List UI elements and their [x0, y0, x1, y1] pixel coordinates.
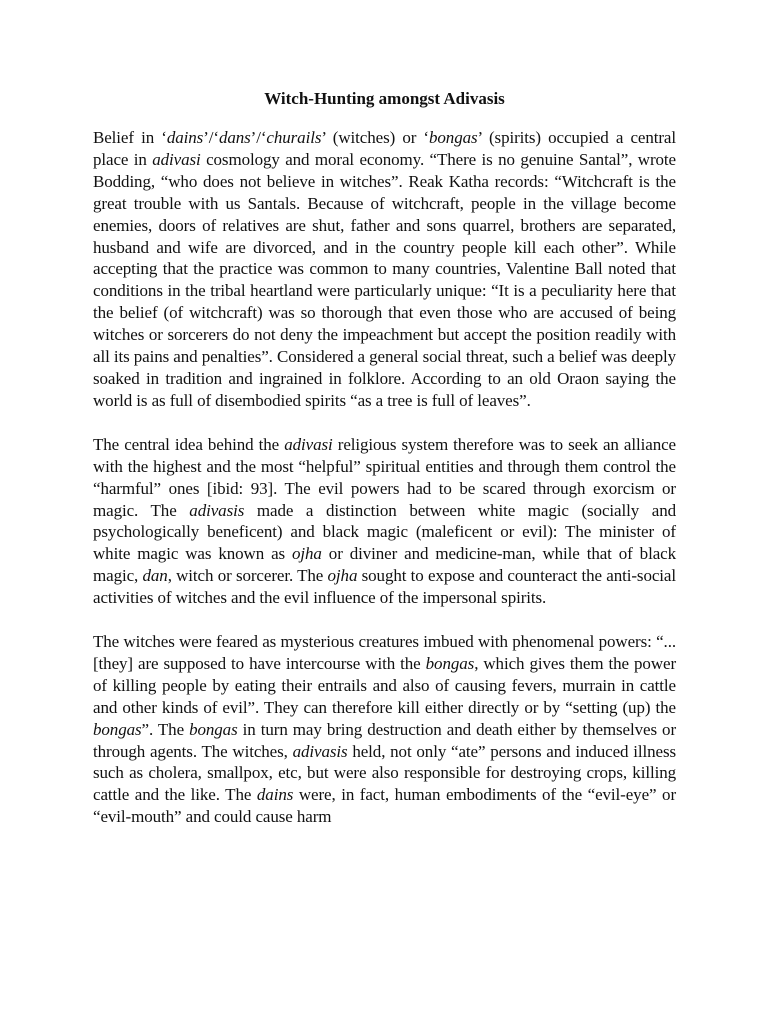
text-run: sought to expose and counteract the anti-social activities of witches and the evil influence of the impersonal spirits.: [93, 566, 676, 608]
text-run: held, not only “ate” persons and induced illness such as cholera, smallpox, etc, but were also responsible for destroying crops, killing cattle and the like. The: [93, 741, 676, 805]
text-run: ’/‘: [250, 128, 267, 147]
italic-term: adivasi: [152, 149, 201, 169]
text-run: The central idea behind the: [93, 434, 285, 454]
text-run: , witch or sorcerer. The: [167, 566, 328, 586]
text-run: in turn may bring destruction and death either by themselves or through agents. The witches,: [93, 719, 677, 761]
text-run: or diviner and medicine-man, while that of black magic,: [93, 544, 676, 586]
text-run: were, in fact, human embodiments of the “evil-eye” or “evil-mouth” and could cause harm: [93, 785, 677, 827]
paragraph-2: [93, 434, 676, 609]
text-run: religious system therefore was to seek an alliance with the highest and the most “helpful” spiritual entities and through them control the “harmful” ones [ibid: 93]. The evil powers had to be scared through exorcism or magic. The: [93, 434, 676, 520]
text-run: ’ (witches) or ‘: [321, 128, 429, 147]
italic-term: adivasis: [189, 500, 245, 520]
paragraph-1: [93, 127, 676, 412]
text-run: The witches were feared as mysterious creatures imbued with phenomenal powers: “...[they] are supposed to have intercourse with the: [93, 632, 676, 673]
italic-term: bongas: [429, 128, 478, 147]
document-page: [93, 88, 676, 850]
italic-term: adivasi: [284, 434, 333, 454]
text-run: ’/‘: [203, 128, 219, 147]
text-run: cosmology and moral economy. “There is no genuine Santal”, wrote Bodding, “who does not believe in witches”. Reak Katha records: “Witchcraft is the great trouble with us Santals. Because of witchcraft, people in the village become enemies, doors of relatives are shut, father and sons quarrel, brothers are separated, husband and wife are divorced, and in the country people kill each other”. While accepting that the practice was common to many countries, Valentine Ball noted that conditions in the tribal heartland were particularly unique: “It is a peculiarity here that the belief (of witchcraft) was so thorough that even those who are accused of being witches or sorcerers do not deny the impeachment but accept the position readily with all its pains and penalties”. Considered a general social threat, such a belief was deeply soaked in tradition and ingrained in folklore. According to an old Oraon saying the world is as full of disembodied spirits “as a tree is full of leaves”.: [93, 149, 676, 410]
italic-term: adivasis: [292, 741, 348, 761]
italic-term: bongas: [93, 719, 142, 739]
italic-term: churails: [266, 128, 322, 147]
italic-term: dains: [166, 128, 204, 147]
italic-term: dans: [218, 128, 251, 147]
text-run: ”. The: [141, 719, 190, 739]
italic-term: dains: [256, 785, 294, 805]
italic-term: bongas: [189, 719, 238, 739]
paragraph-3: [93, 631, 676, 828]
document-title: Witch-Hunting amongst Adivasis: [264, 89, 505, 108]
text-run: , which gives them the power of killing people by eating their entrails and also of causing fevers, murrain in cattle and other kinds of evil”. They can therefore kill either directly or by “setting (up) the: [93, 653, 677, 717]
italic-term: dan: [142, 566, 168, 586]
italic-term: bongas: [425, 653, 475, 673]
italic-term: ojha: [292, 544, 322, 564]
text-run: Belief in ‘: [93, 128, 167, 147]
text-run: ’ (spirits) occupied a central place in: [93, 128, 676, 169]
text-run: made a distinction between white magic (socially and psychologically beneficent) and black magic (maleficent or evil): The minister of white magic was known as: [93, 500, 676, 564]
italic-term: ojha: [327, 566, 358, 586]
